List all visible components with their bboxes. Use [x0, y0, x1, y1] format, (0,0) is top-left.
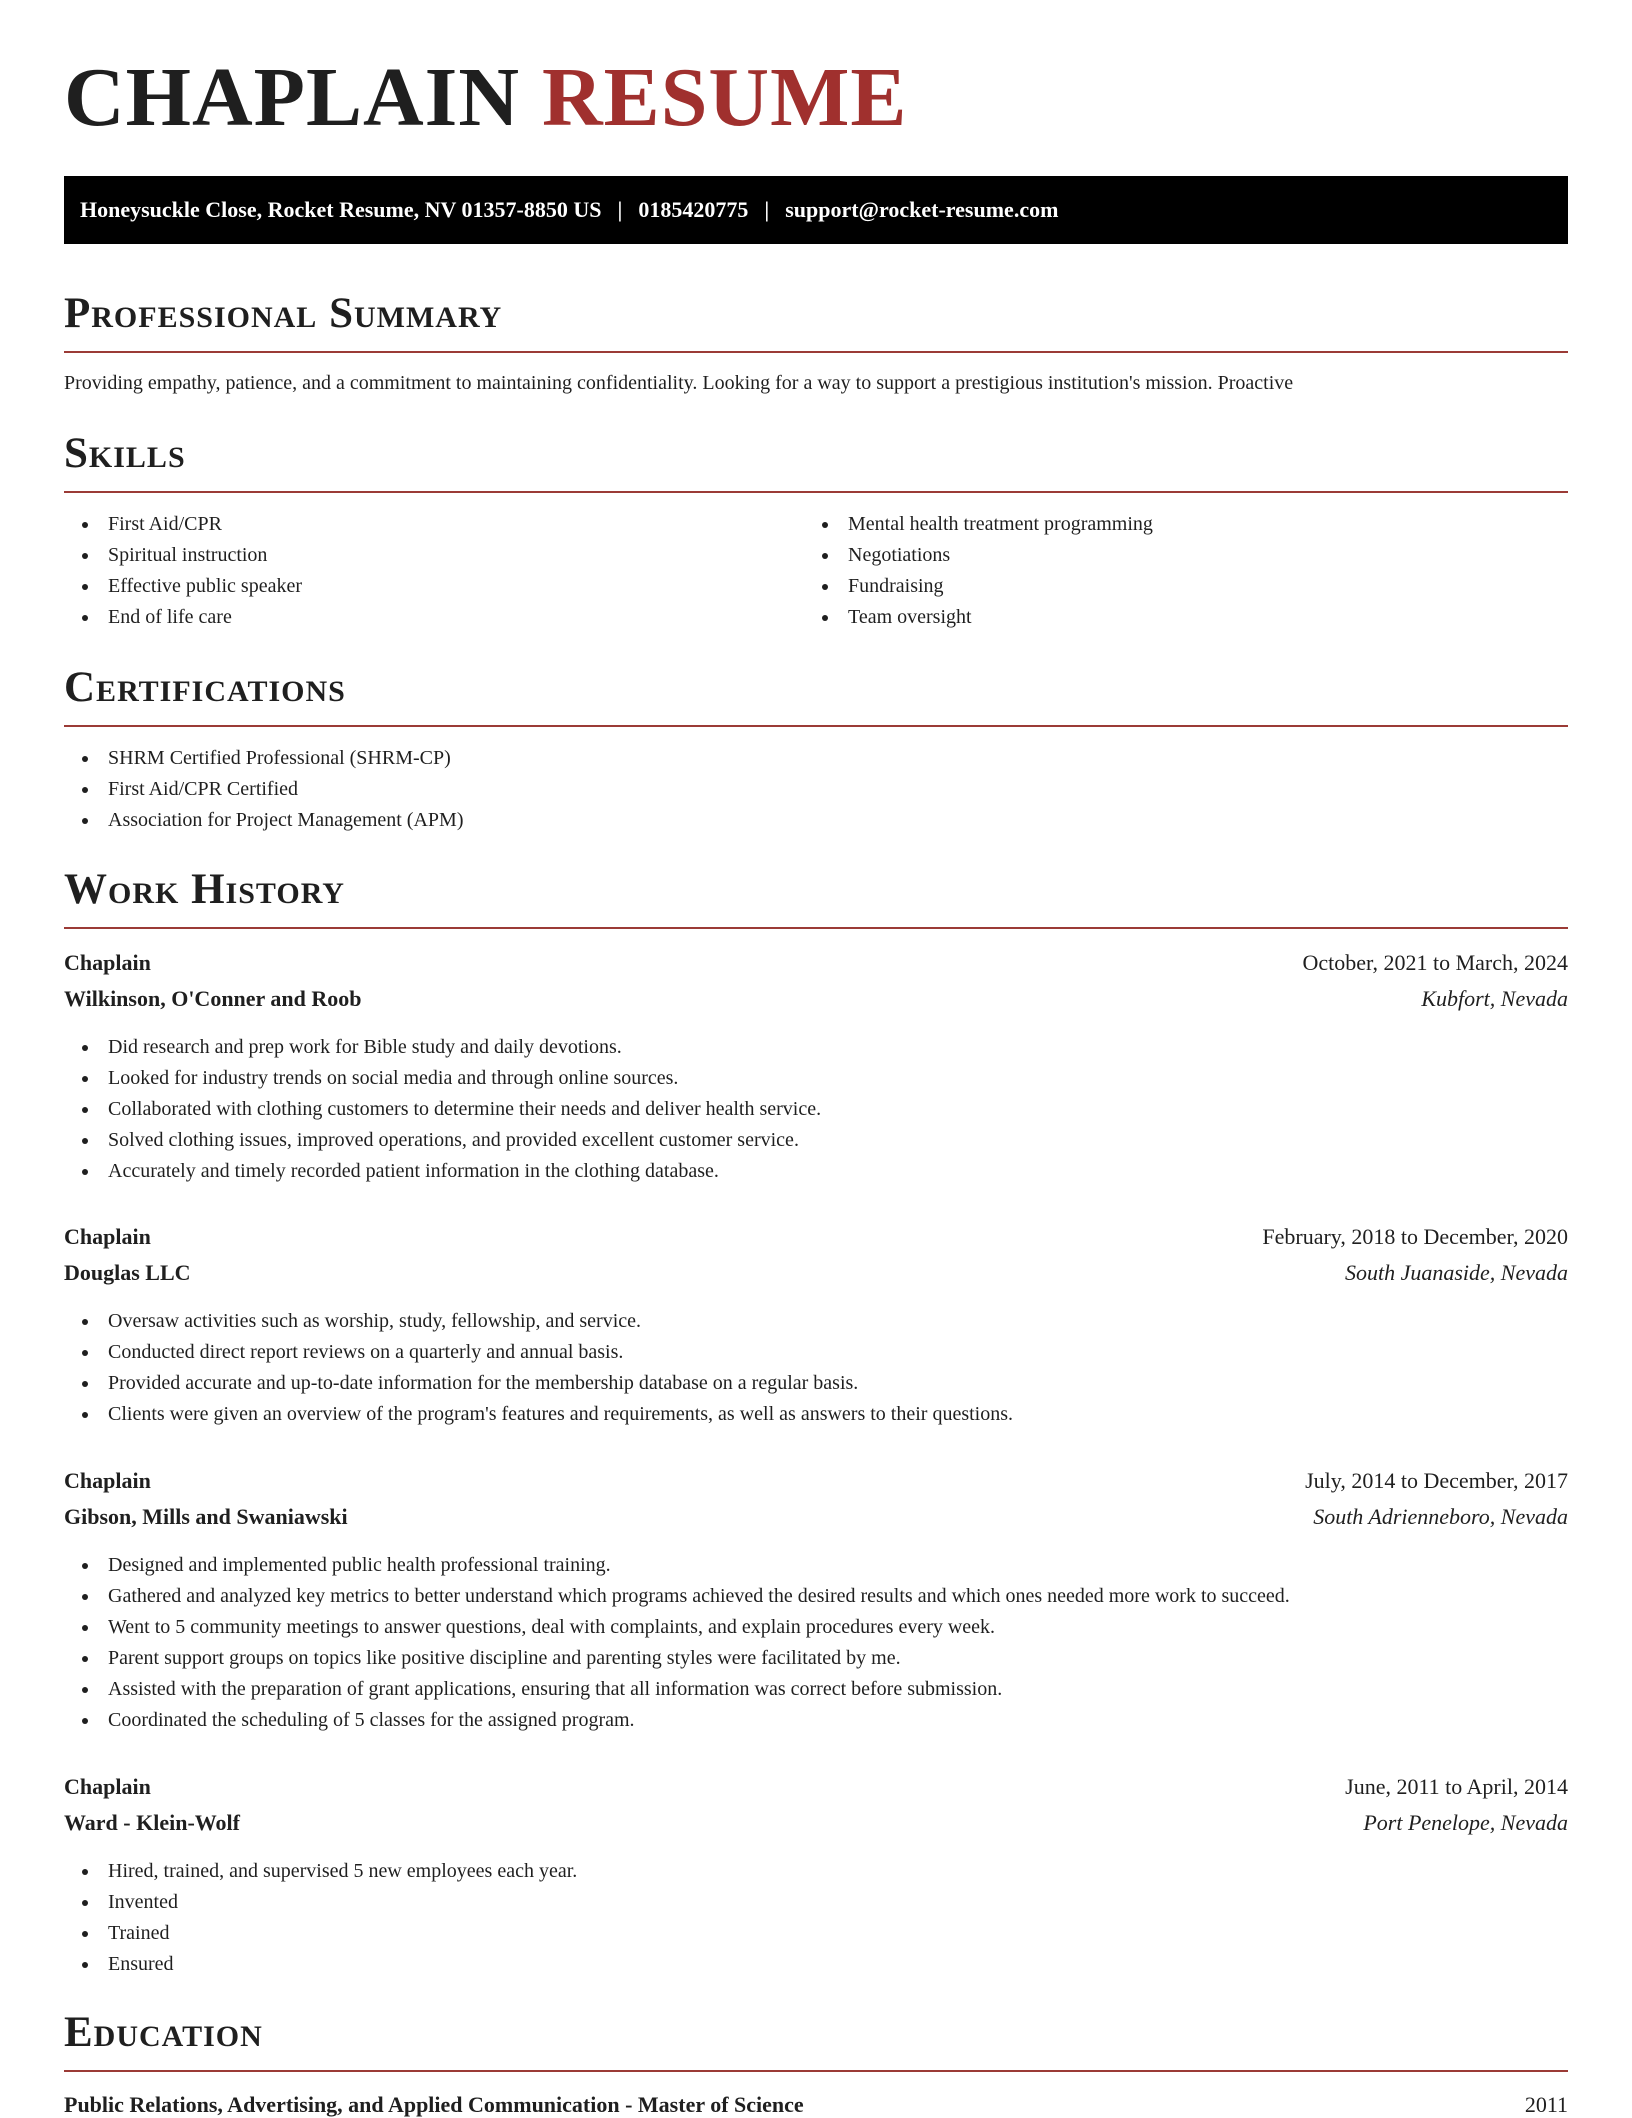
job-bullet: Hired, trained, and supervised 5 new employees each year. [64, 1856, 577, 1887]
skill-item: Mental health treatment programming [804, 509, 1153, 540]
summary-text: Providing empathy, patience, and a commitment to maintaining confidentiality. Looking for a way to support a prestigious institution's mission. Proactive [64, 372, 1294, 394]
job-bullet: Collaborated with clothing customers to determine their needs and deliver health service. [64, 1094, 821, 1125]
certification-item: Association for Project Management (APM) [64, 805, 463, 836]
job-dates: February, 2018 to December, 2020 [1262, 1224, 1568, 1249]
job-bullet: Designed and implemented public health professional training. [64, 1550, 1290, 1581]
job-bullet: Conducted direct report reviews on a quarterly and annual basis. [64, 1337, 1013, 1368]
skill-item: Fundraising [804, 571, 1153, 602]
job-location: South Adrienneboro, Nevada [1313, 1504, 1568, 1529]
job-bullet: Assisted with the preparation of grant applications, ensuring that all information was correct before submission. [64, 1674, 1290, 1705]
contact-email[interactable]: support@rocket-resume.com [785, 197, 1059, 222]
education-heading: Education [64, 2009, 263, 2056]
job-company: Wilkinson, O'Conner and Roob [64, 986, 362, 1011]
contact-phone: 0185420775 [638, 197, 749, 222]
job-dates: October, 2021 to March, 2024 [1302, 950, 1568, 975]
section-divider [64, 725, 1568, 727]
job-bullet: Parent support groups on topics like positive discipline and parenting styles were facilitated by me. [64, 1643, 1290, 1674]
job-title: Chaplain [64, 1774, 151, 1799]
contact-separator: | [617, 197, 623, 222]
job-bullets [64, 1032, 821, 1187]
education-degree: Public Relations, Advertising, and Applied Communication - Master of Science [64, 2092, 804, 2117]
job-company: Ward - Klein-Wolf [64, 1810, 240, 1835]
job-bullets [64, 1550, 1290, 1736]
job-bullet: Looked for industry trends on social media and through online sources. [64, 1063, 821, 1094]
job-title: Chaplain [64, 1224, 151, 1249]
job-company-row [64, 1504, 1568, 1530]
title-word-1: CHAPLAIN [64, 51, 521, 144]
certification-item: SHRM Certified Professional (SHRM-CP) [64, 743, 463, 774]
job-bullet: Clients were given an overview of the program's features and requirements, as well as answers to their questions. [64, 1399, 1013, 1430]
job-bullets [64, 1306, 1013, 1430]
job-bullet: Solved clothing issues, improved operations, and provided excellent customer service. [64, 1125, 821, 1156]
job-company: Douglas LLC [64, 1260, 191, 1285]
resume-title [64, 51, 908, 144]
job-company: Gibson, Mills and Swaniawski [64, 1504, 348, 1529]
job-company-row [64, 986, 1568, 1012]
section-divider [64, 491, 1568, 493]
job-company-row [64, 1810, 1568, 1836]
education-row [64, 2092, 1568, 2118]
section-divider [64, 927, 1568, 929]
job-bullet: Oversaw activities such as worship, study, fellowship, and service. [64, 1306, 1013, 1337]
job-bullet: Ensured [64, 1949, 577, 1980]
job-bullet: Gathered and analyzed key metrics to better understand which programs achieved the desired results and which ones needed more work to succeed. [64, 1581, 1290, 1612]
job-title: Chaplain [64, 1468, 151, 1493]
section-divider [64, 2070, 1568, 2072]
title-word-2: RESUME [542, 51, 908, 144]
job-location: South Juanaside, Nevada [1344, 1260, 1568, 1285]
job-title: Chaplain [64, 950, 151, 975]
job-bullets [64, 1856, 577, 1980]
job-location: Kubfort, Nevada [1421, 986, 1568, 1011]
job-header-row [64, 950, 1568, 976]
contact-address: Honeysuckle Close, Rocket Resume, NV 01357-8850 US [80, 197, 602, 222]
certifications-heading: Certifications [64, 664, 346, 711]
job-bullet: Invented [64, 1887, 577, 1918]
section-divider [64, 351, 1568, 353]
skill-item: Effective public speaker [64, 571, 302, 602]
job-bullet: Went to 5 community meetings to answer questions, deal with complaints, and explain procedures every week. [64, 1612, 1290, 1643]
skill-item: Team oversight [804, 602, 1153, 633]
job-bullet: Coordinated the scheduling of 5 classes for the assigned program. [64, 1705, 1290, 1736]
job-location: Port Penelope, Nevada [1363, 1810, 1568, 1835]
skills-list-right [804, 509, 1153, 633]
job-dates: July, 2014 to December, 2017 [1305, 1468, 1568, 1493]
skills-heading: Skills [64, 430, 186, 477]
job-header-row [64, 1774, 1568, 1800]
summary-heading: Professional Summary [64, 290, 503, 337]
job-header-row [64, 1468, 1568, 1494]
skill-item: Negotiations [804, 540, 1153, 571]
job-header-row [64, 1224, 1568, 1250]
skill-item: First Aid/CPR [64, 509, 302, 540]
job-bullet: Trained [64, 1918, 577, 1949]
job-bullet: Provided accurate and up-to-date information for the membership database on a regular basis. [64, 1368, 1013, 1399]
contact-bar [64, 176, 1568, 244]
job-bullet: Did research and prep work for Bible study and daily devotions. [64, 1032, 821, 1063]
skill-item: End of life care [64, 602, 302, 633]
education-year: 2011 [1524, 2092, 1568, 2117]
skills-list-left [64, 509, 302, 633]
skill-item: Spiritual instruction [64, 540, 302, 571]
job-dates: June, 2011 to April, 2014 [1345, 1774, 1568, 1799]
work-history-heading: Work History [64, 866, 345, 913]
certification-item: First Aid/CPR Certified [64, 774, 463, 805]
job-bullet: Accurately and timely recorded patient information in the clothing database. [64, 1156, 821, 1187]
contact-separator: | [764, 197, 770, 222]
certifications-list [64, 743, 463, 836]
job-company-row [64, 1260, 1568, 1286]
